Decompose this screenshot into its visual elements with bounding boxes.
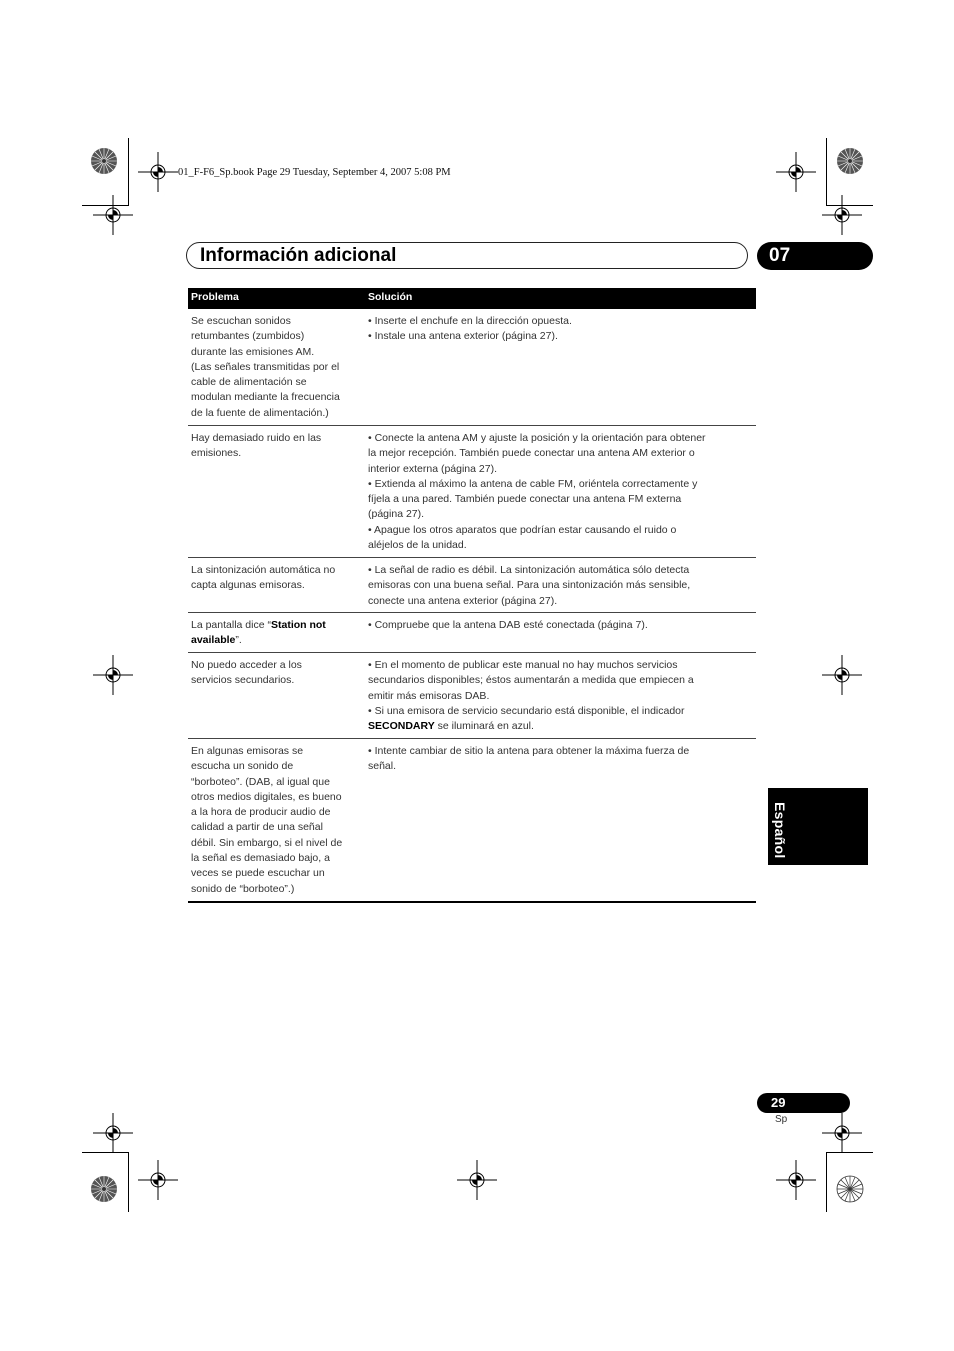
troubleshooting-table (188, 288, 756, 903)
crosshair-registration-icon (93, 1113, 133, 1153)
crosshair-registration-icon (138, 1160, 178, 1200)
print-info: 01_F-F6_Sp.book Page 29 Tuesday, September 4, 2007 5:08 PM (178, 167, 451, 178)
solution-cell: • Inserte el enchufe en la dirección opuesta. • Instale una antena exterior (página 27). (368, 315, 572, 343)
crosshair-registration-icon (822, 1113, 862, 1153)
table-row (188, 739, 756, 903)
table-header (188, 288, 756, 309)
problem-cell: No puedo acceder a los servicios secundarios. (191, 659, 302, 687)
crosshair-registration-icon (776, 1160, 816, 1200)
page-number: 29 (771, 1095, 786, 1110)
solution-cell: • Intente cambiar de sitio la antena para obtener la máxima fuerza de señal. (368, 745, 690, 773)
problem-cell: La pantalla dice “Station not available”. (191, 619, 326, 647)
page-lang-code: Sp (775, 1114, 788, 1125)
crosshair-registration-icon (822, 195, 862, 235)
column-header-problem: Problema (191, 291, 239, 303)
crosshair-registration-icon (93, 655, 133, 695)
chapter-number: 07 (769, 245, 791, 266)
table-row (188, 426, 756, 558)
starburst-target-icon (836, 147, 864, 175)
table-row (188, 309, 756, 426)
starburst-target-icon (90, 147, 118, 175)
table-row (188, 653, 756, 739)
solution-cell: • La señal de radio es débil. La sintonización automática sólo detecta emisoras con una buena señal. Para una sintonización más sensible, conecte una antena exterior (página 27). (368, 564, 691, 607)
page-title: Información adicional (200, 245, 397, 266)
column-header-solution: Solución (368, 291, 413, 303)
problem-cell: Se escuchan sonidos retumbantes (zumbidos) durante las emisiones AM. (Las señales transmitidas por el cable de alimentación se modulan mediante la frecuencia de la fuente de alimentación.) (191, 315, 340, 419)
solution-cell: • En el momento de publicar este manual no hay muchos servicios secundarios disponibles; éstos aumentarán a medida que empiecen a emitir más emisoras DAB. • Si una emisora de servicio secundario está disponible, el indicador SECONDARY se iluminará en azul. (368, 659, 694, 733)
problem-cell: En algunas emisoras se escucha un sonido de “borboteo”. (DAB, al igual que otros medios digitales, es bueno a la hora de producir audio de calidad a partir de una señal débil. Sin embargo, si el nivel de la señal es demasiado bajo, a veces se puede escuchar un sonido de “borboteo”.) (191, 745, 343, 895)
problem-cell: La sintonización automática no capta algunas emisoras. (191, 564, 336, 592)
crop-mark (128, 1152, 129, 1212)
problem-cell: Hay demasiado ruido en las emisiones. (191, 432, 322, 460)
table-row (188, 558, 756, 613)
solution-cell: • Conecte la antena AM y ajuste la posición y la orientación para obtener la mejor recepción. También puede conectar una antena AM exterior o interior externa (página 27). • Extienda al máximo la antena de cable FM, oriéntela correctamente y fíjela a una pared. También puede conectar una antena FM externa (página 27). • Apague los otros aparatos que podrían estar causando el ruido o aléjelos de la unidad. (368, 432, 706, 552)
crosshair-registration-icon (822, 655, 862, 695)
crosshair-registration-icon (457, 1160, 497, 1200)
starburst-target-icon (90, 1175, 118, 1203)
starburst-target-icon (836, 1175, 864, 1203)
crosshair-registration-icon (138, 152, 178, 192)
crop-mark (826, 1152, 827, 1212)
table-row (188, 613, 756, 653)
language-label: Español (772, 802, 788, 859)
solution-cell: • Compruebe que la antena DAB esté conectada (página 7). (368, 619, 648, 631)
language-tab (768, 788, 868, 865)
crosshair-registration-icon (776, 152, 816, 192)
crosshair-registration-icon (93, 195, 133, 235)
